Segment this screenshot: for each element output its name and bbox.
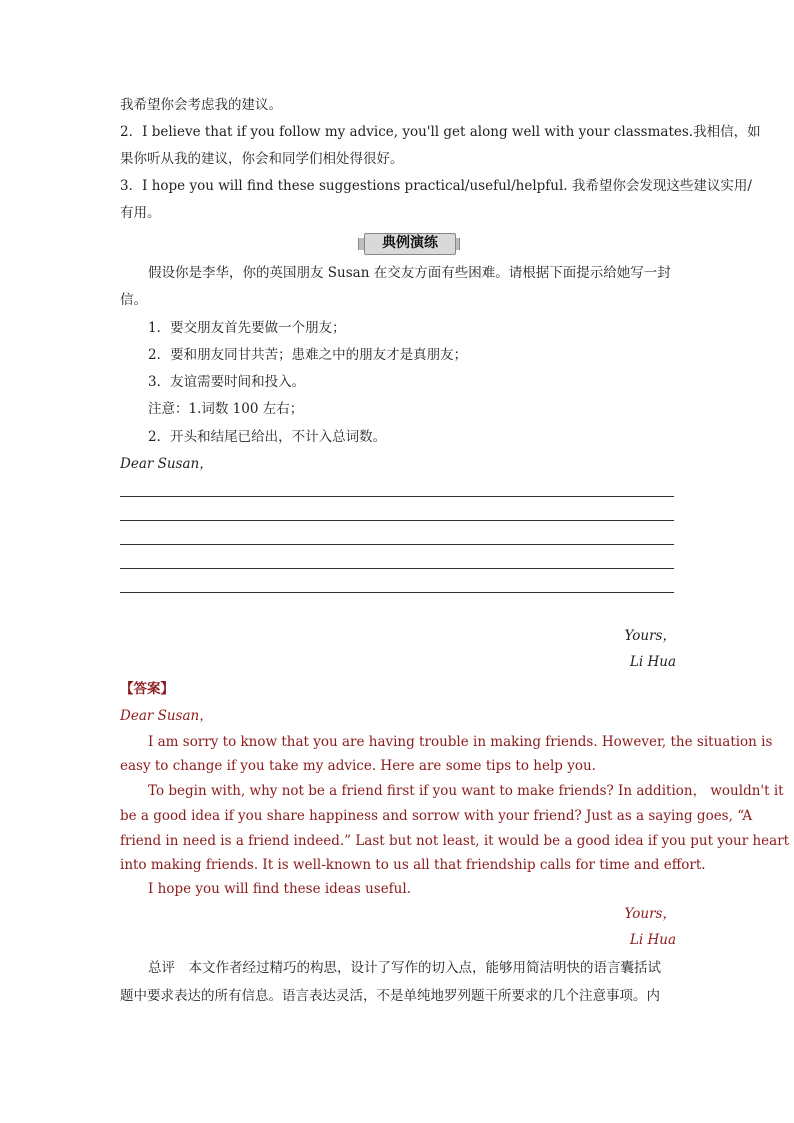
comment-line: 总评 本文作者经过精巧的构思，设计了写作的切入点，能够用简洁明快的语言囊括试 <box>148 960 661 976</box>
task-closing: Yours， <box>624 628 676 644</box>
task-tip: 1．要交朋友首先要做一个朋友； <box>148 320 346 336</box>
task-note: 注意：1.词数 100 左右； <box>148 401 304 417</box>
comment-line: 题中要求表达的所有信息。语言表达灵活，不是单纯地罗列题干所要求的几个注意事项。内 <box>120 988 660 1004</box>
section-badge <box>358 231 460 257</box>
task-tip: 3．友谊需要时间和投入。 <box>148 374 306 390</box>
writing-line <box>120 520 674 521</box>
answer-salutation: Dear Susan， <box>120 708 213 724</box>
task-note: 2．开头和结尾已给出，不计入总词数。 <box>148 429 387 445</box>
answer-closing: Yours， <box>624 906 676 922</box>
writing-line <box>120 592 674 593</box>
answer-line: into making friends. It is well-known to us all that friendship calls for time and effort. <box>120 857 706 873</box>
task-tip: 2．要和朋友同甘共苦；患难之中的朋友才是真朋友； <box>148 347 468 363</box>
writing-line <box>120 544 674 545</box>
answer-label: 【答案】 <box>120 681 174 697</box>
answer-signature: Li Hua <box>629 932 676 948</box>
answer-line: friend in need is a friend indeed.” Last but not least, it would be a good idea if you put your heart <box>120 833 790 849</box>
intro-line: 有用。 <box>120 205 161 221</box>
intro-line: 果你听从我的建议，你会和同学们相处得很好。 <box>120 151 404 167</box>
task-salutation: Dear Susan， <box>120 456 213 472</box>
writing-line <box>120 568 674 569</box>
intro-line: 2．I believe that if you follow my advice, you'll get along well with your classmates.我相信，如 <box>120 124 761 140</box>
section-badge-label: 典例演练 <box>382 235 438 251</box>
answer-line: To begin with, why not be a friend first if you want to make friends? In addition， wouldn't it <box>148 783 784 799</box>
task-signature: Li Hua <box>629 654 676 670</box>
answer-line: I hope you will find these ideas useful. <box>148 881 411 897</box>
task-line: 信。 <box>120 292 147 308</box>
writing-line <box>120 496 674 497</box>
answer-line: be a good idea if you share happiness and sorrow with your friend? Just as a saying goes, “A <box>120 808 753 824</box>
intro-line: 我希望你会考虑我的建议。 <box>120 97 282 113</box>
task-line: 假设你是李华，你的英国朋友 Susan 在交友方面有些困难。请根据下面提示给她写一封 <box>148 265 671 281</box>
answer-line: I am sorry to know that you are having trouble in making friends. However, the situation is <box>148 734 773 750</box>
intro-line: 3．I hope you will find these suggestions practical/useful/helpful. 我希望你会发现这些建议实用/ <box>120 178 752 194</box>
answer-line: easy to change if you take my advice. Here are some tips to help you. <box>120 758 596 774</box>
